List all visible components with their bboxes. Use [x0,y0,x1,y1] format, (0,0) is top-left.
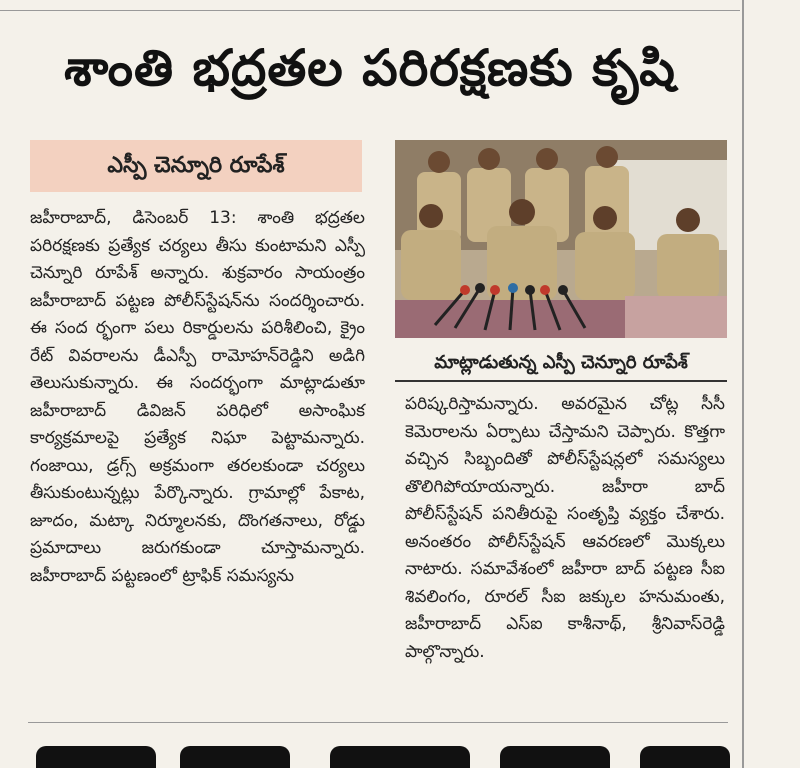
next-article-headline-fragment [30,728,730,768]
subheadline-box [30,140,362,192]
subheadline: ఎస్పీ చెన్నూరి రూపేశ్ [107,153,285,178]
news-photo [395,140,727,338]
article-column-2 [405,391,725,666]
article-paragraph: జహీరాబాద్, డిసెంబర్ 13: శాంతి భద్రతల పరిరక్షణకు ప్రత్యేక చర్యలు తీసు కుంటామని ఎస్పీ చెన్నూరి రూపేశ్ అన్నారు. శుక్రవారం సాయంత్రం జహీరాబాద్ పట్టణ పోలీస్‌స్టేషన్‌ను సందర్శించారు. ఈ సంద ర్భంగా పలు రికార్డులను పరిశీలించి, క్రైం రేట్ వివరాలను డీఎస్పీ రామోహన్‌రెడ్డిని అడిగి తెలుసుకున్నారు. ఈ సందర్భంగా మాట్లాడుతూ జహీరాబాద్ డివిజన్ పరిధిలో అసాంఘిక కార్యక్రమాలపై ప్రత్యేక నిఘా పెట్టామన్నారు. గంజాయి, డ్రగ్స్ అక్రమంగా తరలకుండా చర్యలు తీసుకుంటున్నట్లు పేర్కొన్నారు. గ్రామాల్లో పేకాట, జూదం, మట్కా నిర్మూలనకు, దొంగతనాలు, రోడ్డు ప్రమాదాలు జరుగకుండా చూస్తామన్నారు. జహీరాబాద్ పట్టణంలో ట్రాఫిక్ సమస్యను [30,208,365,586]
headline-fragment-shape [330,746,470,768]
bottom-rule [28,722,728,723]
article-paragraph: పరిష్కరిస్తామన్నారు. అవరమైన చోట్ల సీసీ కెమెరాలను ఏర్పాటు చేస్తామని చెప్పారు. కొత్తగా వచ్చిన సిబ్బందితో పోలీస్‌స్టేషన్లలో సమస్యలు తొలిగిపోయాయన్నారు. జహీరా బాద్ పోలీస్‌స్టేషన్ పనితీరుపై సంతృప్తి వ్యక్తం చేశారు. అనంతరం పోలీస్‌స్టేషన్ ఆవరణలో మొక్కలు నాటారు. సమావేశంలో జహీరా బాద్ పట్టణ సీఐ శివలింగం, రూరల్ సీఐ జక్కుల హనుమంతు, జహీరాబాద్ ఎస్ఐ కాశీనాథ్, శ్రీనివాస్‌రెడ్డి పాల్గొన్నారు. [405,394,725,662]
top-rule [0,0,740,11]
headline: శాంతి భద్రతల పరిరక్షణకు కృషి [64,39,676,97]
headline-fragment-shape [640,746,730,768]
article-column-1 [30,205,365,590]
police-group-photo [395,140,727,338]
headline-fragment-shape [180,746,290,768]
photo-caption: మాట్లాడుతున్న ఎస్పీ చెన్నూరి రూపేశ్ [395,346,727,382]
headline-fragment-shape [36,746,156,768]
headline-fragment-shape [500,746,610,768]
adjacent-column-edge [742,0,800,768]
